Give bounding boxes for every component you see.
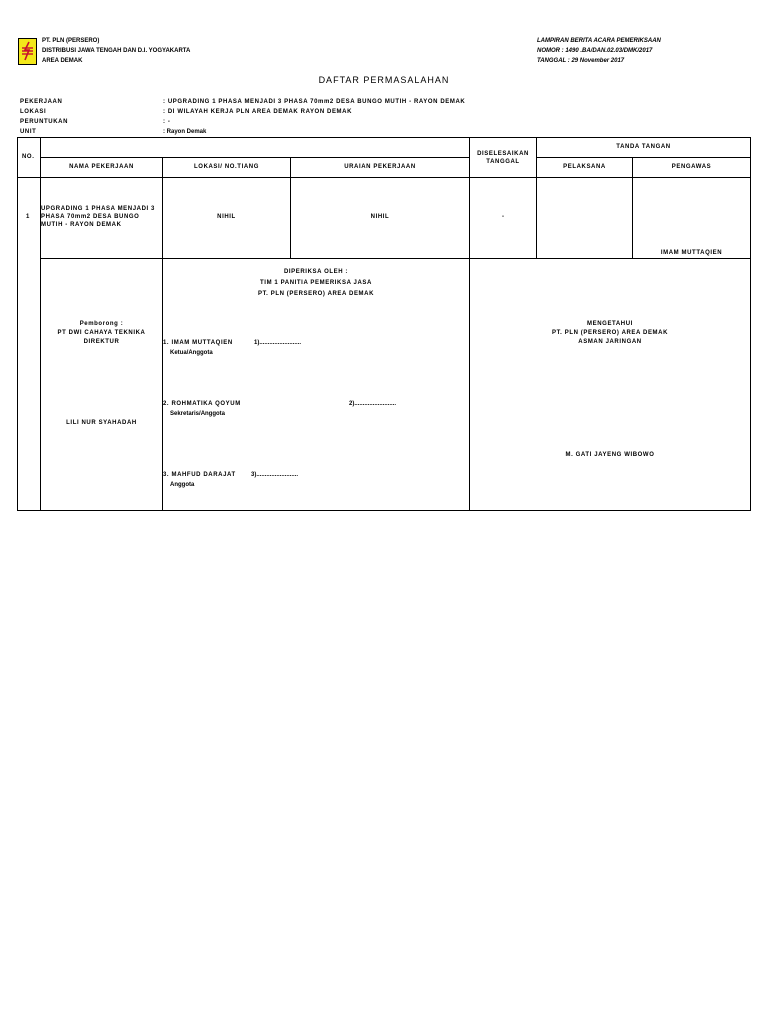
contractor-company: PT DWI CAHAYA TEKNIKA [57,330,146,336]
distribution-name: DISTRIBUSI JAWA TENGAH DAN D.I. YOGYAKARTA [42,48,191,54]
annex-number: NOMOR : 1490 .BA/DAN.02.03/DMK/2017 [537,48,653,54]
approver-heading-1: MENGETAHUI [587,321,633,327]
page-title: DAFTAR PERMASALAHAN [318,75,450,85]
approver-heading-3: ASMAN JARINGAN [578,339,642,345]
info-value-unit: : Rayon Demak [163,129,207,135]
pln-logo-icon [19,39,36,64]
info-value-peruntukan: : - [163,119,171,125]
member-2-sign-line: 2)......................... [349,401,397,407]
row-no: 1 [26,214,30,220]
info-value-pekerjaan: : UPGRADING 1 PHASA MENJADI 3 PHASA 70mm2 DESA BUNGO MUTIH - RAYON DEMAK [163,99,466,105]
header-pelaksana: PELAKSANA [563,164,606,170]
header-diselesaikan: DISELESAIKAN [477,151,529,157]
member-2-role: Sekretaris/Anggota [170,411,226,417]
approver-heading-2: PT. PLN (PERSERO) AREA DEMAK [551,330,669,336]
member-1-role: Ketua/Anggota [170,350,213,356]
member-1-name: 1. IMAM MUTTAQIEN [163,340,233,346]
row-uraian: NIHIL [370,214,390,220]
contractor-title: DIREKTUR [83,339,120,345]
header-lokasi: LOKASI/ NO.TIANG [194,164,259,170]
row-lokasi: NIHIL [217,214,236,220]
row-nama-pekerjaan: UPGRADING 1 PHASA MENJADI 3 PHASA 70mm2 DESA BUNGO MUTIH - RAYON DEMAK [41,206,155,228]
member-2-name: 2. ROHMATIKA QOYUM [163,401,241,407]
header-no: NO. [22,154,35,160]
header-uraian: URAIAN PEKERJAAN [344,164,416,170]
area-name: AREA DEMAK [42,58,83,64]
info-value-lokasi: : DI WILAYAH KERJA PLN AREA DEMAK RAYON DEMAK [163,109,353,115]
member-1-sign-line: 1)......................... [254,340,302,346]
info-label-pekerjaan: PEKERJAAN [20,99,63,105]
member-3-role: Anggota [170,482,195,488]
inspector-heading-2: TIM 1 PANITIA PEMERIKSA JASA [260,280,372,286]
contractor-role: Pemborong : [79,321,124,327]
approver-signer-name: M. GATI JAYENG WIBOWO [565,452,655,458]
header-tanggal: TANGGAL [486,159,520,165]
row-pengawas-name: IMAM MUTTAQIEN [660,250,723,256]
member-3-sign-line: 3)......................... [251,472,299,478]
info-label-peruntukan: PERUNTUKAN [20,119,68,125]
contractor-signer-name: LILI NUR SYAHADAH [66,420,137,426]
pln-logo [18,38,37,65]
header-nama-pekerjaan: NAMA PEKERJAAN [69,164,134,170]
row-tanggal: - [502,214,504,220]
info-label-unit: UNIT [20,129,37,135]
annex-date: TANGGAL : 29 November 2017 [537,58,625,64]
info-label-lokasi: LOKASI [20,109,47,115]
member-3-name: 3. MAHFUD DARAJAT [163,472,236,478]
inspector-heading-3: PT. PLN (PERSERO) AREA DEMAK [257,291,375,297]
annex-title: LAMPIRAN BERITA ACARA PEMERIKSAAN [537,38,661,44]
company-name: PT. PLN (PERSERO) [42,38,100,44]
header-tanda-tangan: TANDA TANGAN [616,144,671,150]
inspector-heading-1: DIPERIKSA OLEH : [283,269,349,275]
header-pengawas: PENGAWAS [671,164,712,170]
